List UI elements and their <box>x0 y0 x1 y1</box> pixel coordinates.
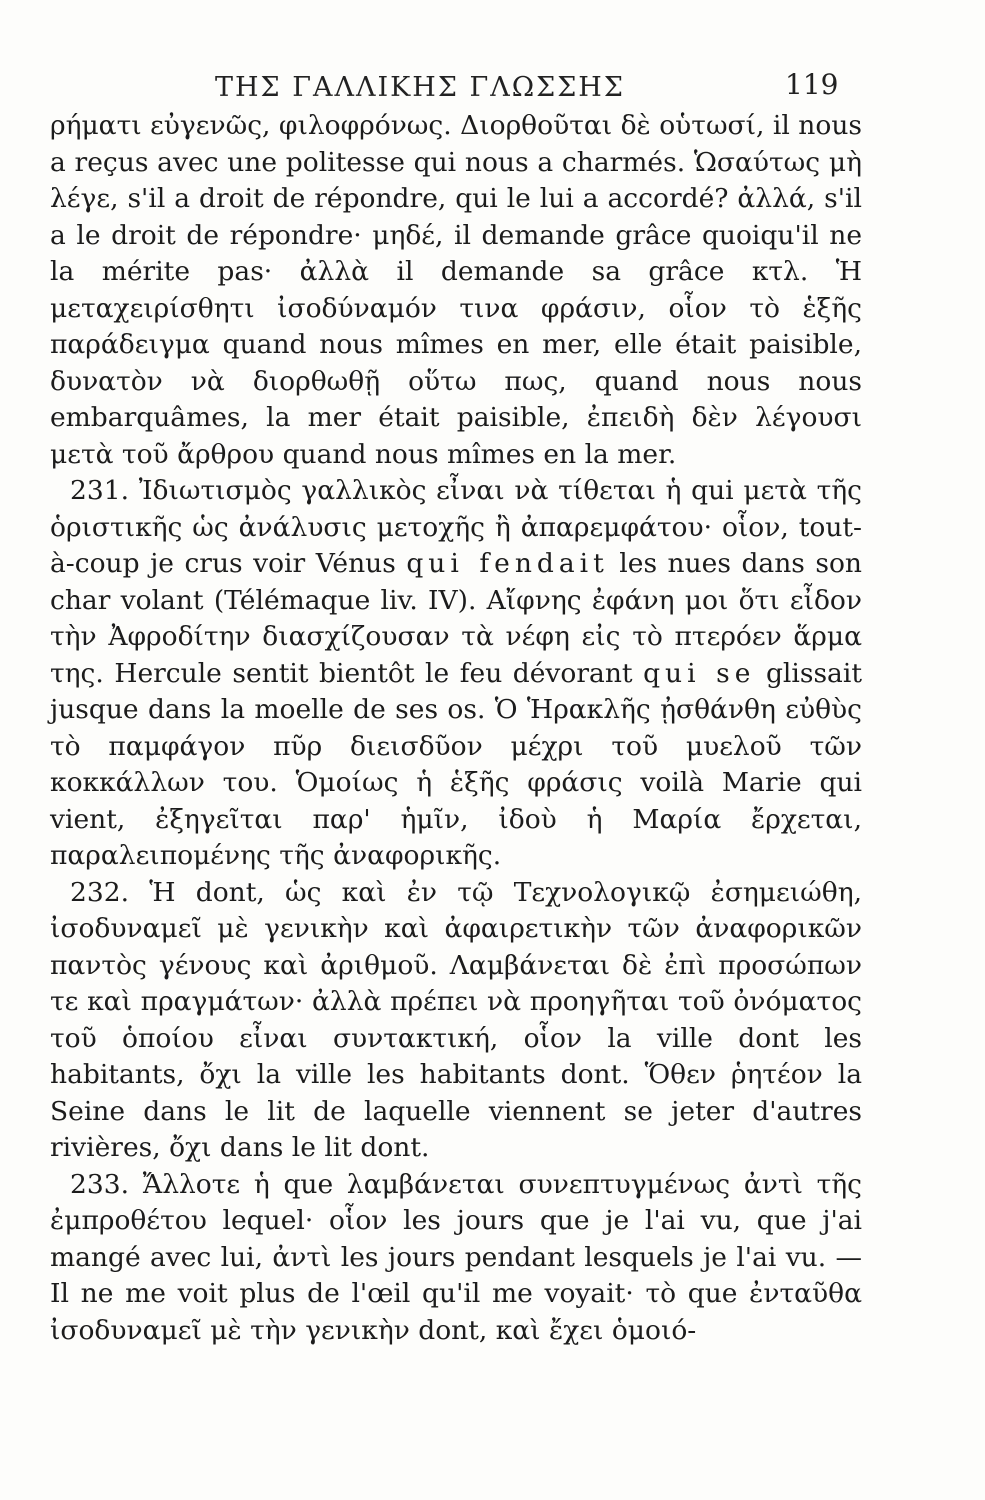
paragraph-text: ρήματι εὐγενῶς, φιλοφρόνως. Διορθοῦται δὲ οὑτωσί, il nous a reçus avec une politesse qui nous a charmés. Ὡσαύτως μὴ λέγε, s'il a droit de répondre, qui le lui a accordé? ἀλλά, s'il a le droit de répondre· μηδέ, il demande grâce quoiqu'il ne la mérite pas· ἀλλὰ il demande sa grâce κτλ. Ἡ μεταχειρίσθητι ἰσοδύναμόν τινα φράσιν, οἷον τὸ ἑξῆς παράδειγμα quand nous mîmes en mer, elle était paisible, δυνατὸν νὰ διορθωθῇ οὕτω πως, quand nous nous embarquâmes, la mer était paisible, ἐπειδὴ δὲν λέγουσι μετὰ τοῦ ἄρθρου quand nous mîmes en la mer. <box>50 110 862 470</box>
spaced-emphasis: qui se <box>643 657 756 689</box>
paragraph-232 <box>50 875 862 1167</box>
section-number: 233. <box>70 1168 130 1200</box>
paragraph-text: Ἡ dont, ὡς καὶ ἐν τῷ Τεχνολογικῷ ἐσημειώθη, ἰσοδυναμεῖ μὲ γενικὴν καὶ ἀφαιρετικὴν τῶν ἀναφορικῶν παντὸς γένους καὶ ἀριθμοῦ. Λαμβάνεται δὲ ἐπὶ προσώπων τε καὶ πραγμάτων· ἀλλὰ πρέπει νὰ προηγῆται τοῦ ὀνόματος τοῦ ὁποίου εἶναι συντακτική, οἷον la ville dont les habitants, ὄχι la ville les habitants dont. Ὅθεν ῥητέον la Seine dans le lit de laquelle viennent se jeter d'autres rivières, ὄχι dans le lit dont. <box>50 876 862 1163</box>
paragraph-text: Ἰδιωτισμὸς γαλλικὸς εἶναι νὰ τίθεται ἡ qui μετὰ τῆς ὁριστικῆς ὡς ἀνάλυσις μετοχῆς ἢ ἀπαρεμφάτου· οἷον, tout-à-coup je crus voir Vénus <box>50 475 862 579</box>
page-header <box>0 68 985 108</box>
paragraph-text: glissait jusque dans la moelle de ses os. Ὁ Ἡρακλῆς ᾐσθάνθη εὐθὺς τὸ παμφάγον πῦρ διεισδῦον μέχρι τοῦ μυελοῦ τῶν κοκκάλλων του. Ὁμοίως ἡ ἑξῆς φράσις voilà Marie qui vient, ἐξηγεῖται παρ' ἡμῖν, ἰδοὺ ἡ Μαρία ἔρχεται, παραλειπομένης τῆς ἀναφορικῆς. <box>50 657 862 871</box>
paragraph-text: Ἄλλοτε ἡ que λαμβάνεται συνεπτυγμένως ἀντὶ τῆς ἐμπροθέτου lequel· οἷον les jours que je l'ai vu, que j'ai mangé avec lui, ἀντὶ les jours pendant lesquels je l'ai vu. — Il ne me voit plus de l'œil qu'il me voyait· τὸ que ἐνταῦθα ἰσοδυναμεῖ μὲ τὴν γενικὴν dont, καὶ ἔχει ὁμοιό- <box>50 1168 862 1346</box>
body-text <box>50 108 862 1349</box>
paragraph-text: les nues dans son char volant (Télémaque liv. IV). Αἴφνης ἐφάνη μοι ὅτι εἶδον τὴν Ἀφροδίτην διασχίζουσαν τὰ νέφη εἰς τὸ πτερόεν ἅρμα της. Hercule sentit bientôt le feu dévorant <box>50 548 862 689</box>
running-title: ΤΗΣ ΓΑΛΛΙΚΗΣ ΓΛΩΣΣΗΣ <box>215 72 625 103</box>
page-number: 119 <box>785 68 839 101</box>
paragraph-231 <box>50 473 862 875</box>
paragraph-233 <box>50 1167 862 1350</box>
section-number: 231. <box>70 475 130 506</box>
paragraph-continuation <box>50 108 862 473</box>
section-number: 232. <box>70 876 130 908</box>
spaced-emphasis: qui fendait <box>406 548 609 579</box>
